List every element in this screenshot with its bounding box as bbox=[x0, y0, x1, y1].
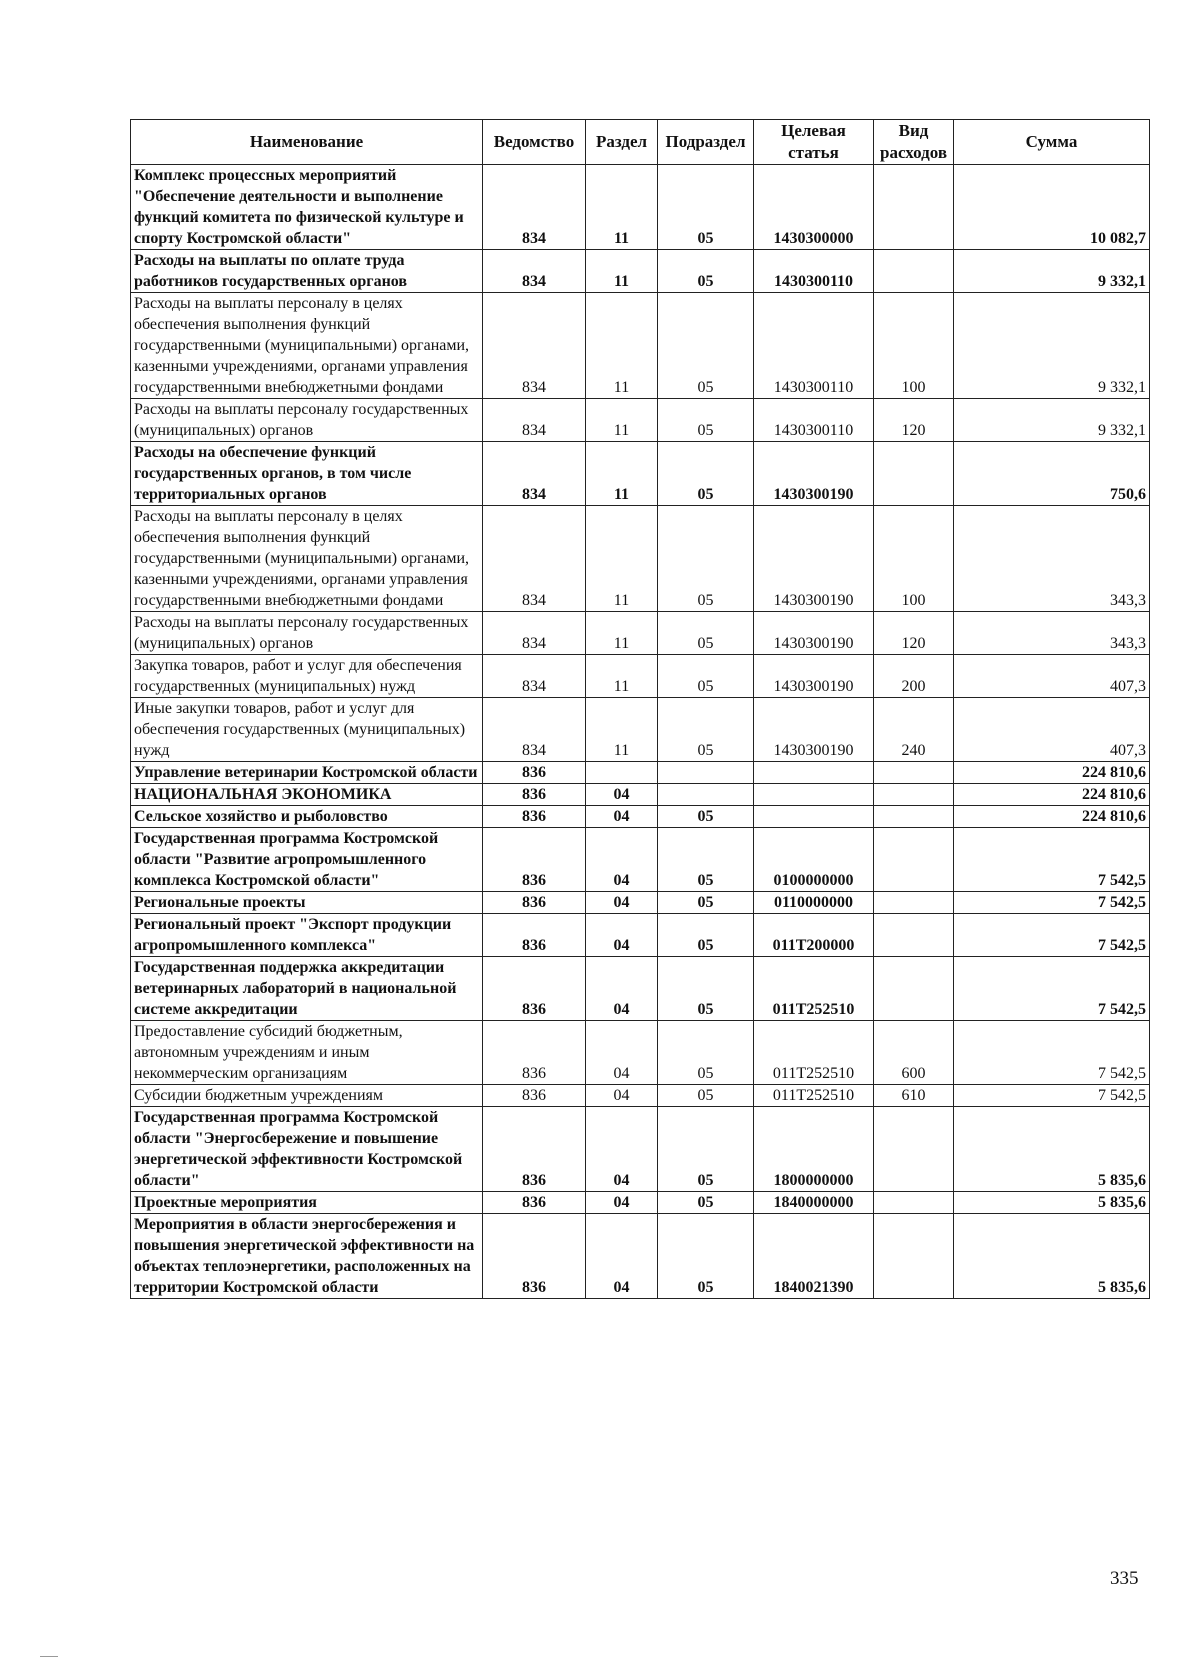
cell-sum: 9 332,1 bbox=[954, 399, 1150, 442]
cell-department: 836 bbox=[483, 1107, 586, 1192]
cell-sum: 750,6 bbox=[954, 442, 1150, 506]
table-row bbox=[131, 698, 1150, 762]
cell-subsection: 05 bbox=[658, 655, 754, 698]
table-row bbox=[131, 828, 1150, 892]
cell-department: 836 bbox=[483, 1021, 586, 1085]
cell-target bbox=[754, 784, 874, 806]
cell-expense-type bbox=[874, 762, 954, 784]
cell-target: 0100000000 bbox=[754, 828, 874, 892]
table-row bbox=[131, 957, 1150, 1021]
cell-expense-type bbox=[874, 1107, 954, 1192]
table-row bbox=[131, 1021, 1150, 1085]
cell-name: Мероприятия в области энергосбережения и повышения энергетической эффективности на объектах теплоэнергетики, расположенных на территории Костромской области bbox=[131, 1214, 483, 1299]
cell-department: 836 bbox=[483, 784, 586, 806]
cell-sum: 7 542,5 bbox=[954, 892, 1150, 914]
cell-sum: 343,3 bbox=[954, 612, 1150, 655]
header-section: Раздел bbox=[586, 120, 658, 165]
cell-department: 836 bbox=[483, 1192, 586, 1214]
cell-expense-type bbox=[874, 892, 954, 914]
cell-sum: 224 810,6 bbox=[954, 762, 1150, 784]
cell-target: 011Т252510 bbox=[754, 1085, 874, 1107]
cell-name: НАЦИОНАЛЬНАЯ ЭКОНОМИКА bbox=[131, 784, 483, 806]
cell-name: Региональный проект "Экспорт продукции агропромышленного комплекса" bbox=[131, 914, 483, 957]
cell-expense-type bbox=[874, 957, 954, 1021]
cell-department: 834 bbox=[483, 293, 586, 399]
cell-department: 834 bbox=[483, 399, 586, 442]
cell-expense-type: 600 bbox=[874, 1021, 954, 1085]
cell-sum: 407,3 bbox=[954, 655, 1150, 698]
header-name: Наименование bbox=[131, 120, 483, 165]
cell-expense-type bbox=[874, 784, 954, 806]
cell-section: 11 bbox=[586, 698, 658, 762]
cell-department: 834 bbox=[483, 250, 586, 293]
cell-expense-type bbox=[874, 828, 954, 892]
cell-section: 11 bbox=[586, 655, 658, 698]
cell-target: 1840000000 bbox=[754, 1192, 874, 1214]
table-row bbox=[131, 1107, 1150, 1192]
cell-section: 04 bbox=[586, 1107, 658, 1192]
table-row bbox=[131, 1214, 1150, 1299]
cell-sum: 5 835,6 bbox=[954, 1192, 1150, 1214]
cell-subsection: 05 bbox=[658, 1021, 754, 1085]
cell-section: 11 bbox=[586, 442, 658, 506]
table-row bbox=[131, 165, 1150, 250]
table-row bbox=[131, 612, 1150, 655]
cell-name: Государственная поддержка аккредитации ветеринарных лабораторий в национальной системе аккредитации bbox=[131, 957, 483, 1021]
cell-sum: 343,3 bbox=[954, 506, 1150, 612]
table-row bbox=[131, 655, 1150, 698]
cell-target: 011Т252510 bbox=[754, 1021, 874, 1085]
cell-target: 1800000000 bbox=[754, 1107, 874, 1192]
header-expense-type: Вид расходов bbox=[874, 120, 954, 165]
cell-subsection: 05 bbox=[658, 957, 754, 1021]
cell-subsection: 05 bbox=[658, 698, 754, 762]
cell-subsection: 05 bbox=[658, 399, 754, 442]
table-row bbox=[131, 784, 1150, 806]
header-row bbox=[131, 120, 1150, 165]
cell-target: 1430300110 bbox=[754, 293, 874, 399]
cell-sum: 7 542,5 bbox=[954, 1021, 1150, 1085]
cell-subsection: 05 bbox=[658, 612, 754, 655]
header-subsection: Подраздел bbox=[658, 120, 754, 165]
table-row bbox=[131, 250, 1150, 293]
cell-section: 04 bbox=[586, 784, 658, 806]
cell-sum: 7 542,5 bbox=[954, 828, 1150, 892]
header-sum: Сумма bbox=[954, 120, 1150, 165]
cell-section: 04 bbox=[586, 828, 658, 892]
cell-department: 836 bbox=[483, 1214, 586, 1299]
cell-sum: 10 082,7 bbox=[954, 165, 1150, 250]
cell-section: 11 bbox=[586, 506, 658, 612]
cell-sum: 7 542,5 bbox=[954, 914, 1150, 957]
cell-subsection bbox=[658, 784, 754, 806]
table-row bbox=[131, 506, 1150, 612]
cell-target: 1840021390 bbox=[754, 1214, 874, 1299]
cell-sum: 5 835,6 bbox=[954, 1214, 1150, 1299]
cell-department: 836 bbox=[483, 828, 586, 892]
cell-expense-type: 120 bbox=[874, 399, 954, 442]
cell-department: 836 bbox=[483, 1085, 586, 1107]
cell-subsection: 05 bbox=[658, 1192, 754, 1214]
cell-section: 11 bbox=[586, 293, 658, 399]
cell-section: 11 bbox=[586, 250, 658, 293]
cell-subsection: 05 bbox=[658, 506, 754, 612]
cell-subsection: 05 bbox=[658, 892, 754, 914]
cell-target bbox=[754, 806, 874, 828]
cell-name: Закупка товаров, работ и услуг для обеспечения государственных (муниципальных) нужд bbox=[131, 655, 483, 698]
cell-expense-type bbox=[874, 165, 954, 250]
cell-target: 1430300190 bbox=[754, 506, 874, 612]
cell-target: 011Т252510 bbox=[754, 957, 874, 1021]
cell-target: 0110000000 bbox=[754, 892, 874, 914]
header-target: Целевая статья bbox=[754, 120, 874, 165]
cell-expense-type: 120 bbox=[874, 612, 954, 655]
cell-name: Комплекс процессных мероприятий "Обеспечение деятельности и выполнение функций комитета по физической культуре и спорту Костромской области" bbox=[131, 165, 483, 250]
cell-target: 1430300110 bbox=[754, 250, 874, 293]
cell-sum: 9 332,1 bbox=[954, 293, 1150, 399]
cell-department: 836 bbox=[483, 892, 586, 914]
cell-target: 1430300110 bbox=[754, 399, 874, 442]
cell-target: 011Т200000 bbox=[754, 914, 874, 957]
cell-target: 1430300190 bbox=[754, 612, 874, 655]
cell-section: 04 bbox=[586, 1021, 658, 1085]
header-department: Ведомство bbox=[483, 120, 586, 165]
cell-target bbox=[754, 762, 874, 784]
cell-name: Расходы на обеспечение функций государственных органов, в том числе территориальных органов bbox=[131, 442, 483, 506]
cell-sum: 7 542,5 bbox=[954, 957, 1150, 1021]
cell-subsection: 05 bbox=[658, 293, 754, 399]
cell-expense-type bbox=[874, 1192, 954, 1214]
cell-expense-type: 200 bbox=[874, 655, 954, 698]
cell-section: 11 bbox=[586, 399, 658, 442]
cell-name: Субсидии бюджетным учреждениям bbox=[131, 1085, 483, 1107]
cell-section: 04 bbox=[586, 1192, 658, 1214]
cell-name: Расходы на выплаты персоналу в целях обеспечения выполнения функций государственными (муниципальными) органами, казенными учреждениями, органами управления государственными внебюджетными фондами bbox=[131, 293, 483, 399]
cell-section bbox=[586, 762, 658, 784]
cell-subsection: 05 bbox=[658, 250, 754, 293]
table-row bbox=[131, 806, 1150, 828]
cell-name: Предоставление субсидий бюджетным, автономным учреждениям и иным некоммерческим организациям bbox=[131, 1021, 483, 1085]
cell-department: 834 bbox=[483, 612, 586, 655]
cell-section: 04 bbox=[586, 892, 658, 914]
table-row bbox=[131, 914, 1150, 957]
scan-edge-mark bbox=[40, 1656, 58, 1657]
budget-table bbox=[130, 119, 1150, 1299]
page-number: 335 bbox=[1110, 1568, 1139, 1589]
table-row bbox=[131, 1192, 1150, 1214]
cell-section: 04 bbox=[586, 914, 658, 957]
cell-department: 836 bbox=[483, 762, 586, 784]
cell-section: 04 bbox=[586, 806, 658, 828]
cell-section: 11 bbox=[586, 612, 658, 655]
cell-subsection: 05 bbox=[658, 806, 754, 828]
cell-expense-type bbox=[874, 442, 954, 506]
cell-expense-type: 100 bbox=[874, 506, 954, 612]
cell-sum: 407,3 bbox=[954, 698, 1150, 762]
cell-department: 834 bbox=[483, 442, 586, 506]
cell-name: Расходы на выплаты персоналу государственных (муниципальных) органов bbox=[131, 612, 483, 655]
cell-sum: 224 810,6 bbox=[954, 806, 1150, 828]
cell-name: Государственная программа Костромской области "Развитие агропромышленного комплекса Костромской области" bbox=[131, 828, 483, 892]
cell-name: Государственная программа Костромской области "Энергосбережение и повышение энергетической эффективности Костромской области" bbox=[131, 1107, 483, 1192]
table-row bbox=[131, 762, 1150, 784]
table-row bbox=[131, 892, 1150, 914]
cell-sum: 7 542,5 bbox=[954, 1085, 1150, 1107]
cell-subsection: 05 bbox=[658, 914, 754, 957]
cell-sum: 5 835,6 bbox=[954, 1107, 1150, 1192]
cell-subsection: 05 bbox=[658, 1214, 754, 1299]
table-body bbox=[131, 165, 1150, 1299]
cell-name: Расходы на выплаты персоналу в целях обеспечения выполнения функций государственными (муниципальными) органами, казенными учреждениями, органами управления государственными внебюджетными фондами bbox=[131, 506, 483, 612]
cell-target: 1430300190 bbox=[754, 655, 874, 698]
table-row bbox=[131, 399, 1150, 442]
cell-sum: 224 810,6 bbox=[954, 784, 1150, 806]
cell-name: Расходы на выплаты по оплате труда работников государственных органов bbox=[131, 250, 483, 293]
cell-department: 836 bbox=[483, 806, 586, 828]
cell-department: 836 bbox=[483, 957, 586, 1021]
cell-department: 834 bbox=[483, 165, 586, 250]
table-row bbox=[131, 293, 1150, 399]
cell-name: Иные закупки товаров, работ и услуг для обеспечения государственных (муниципальных) нужд bbox=[131, 698, 483, 762]
cell-name: Проектные мероприятия bbox=[131, 1192, 483, 1214]
cell-section: 04 bbox=[586, 1085, 658, 1107]
cell-subsection: 05 bbox=[658, 1107, 754, 1192]
cell-subsection: 05 bbox=[658, 165, 754, 250]
cell-department: 834 bbox=[483, 655, 586, 698]
cell-expense-type: 240 bbox=[874, 698, 954, 762]
cell-sum: 9 332,1 bbox=[954, 250, 1150, 293]
cell-target: 1430300190 bbox=[754, 442, 874, 506]
cell-subsection: 05 bbox=[658, 828, 754, 892]
cell-target: 1430300000 bbox=[754, 165, 874, 250]
cell-department: 834 bbox=[483, 506, 586, 612]
table-row bbox=[131, 1085, 1150, 1107]
cell-section: 04 bbox=[586, 1214, 658, 1299]
cell-department: 834 bbox=[483, 698, 586, 762]
cell-subsection: 05 bbox=[658, 1085, 754, 1107]
cell-name: Региональные проекты bbox=[131, 892, 483, 914]
cell-section: 11 bbox=[586, 165, 658, 250]
cell-name: Сельское хозяйство и рыболовство bbox=[131, 806, 483, 828]
cell-department: 836 bbox=[483, 914, 586, 957]
cell-subsection bbox=[658, 762, 754, 784]
cell-expense-type: 100 bbox=[874, 293, 954, 399]
cell-target: 1430300190 bbox=[754, 698, 874, 762]
cell-subsection: 05 bbox=[658, 442, 754, 506]
table-row bbox=[131, 442, 1150, 506]
cell-name: Расходы на выплаты персоналу государственных (муниципальных) органов bbox=[131, 399, 483, 442]
cell-section: 04 bbox=[586, 957, 658, 1021]
cell-expense-type bbox=[874, 914, 954, 957]
cell-expense-type bbox=[874, 806, 954, 828]
cell-expense-type bbox=[874, 250, 954, 293]
cell-expense-type bbox=[874, 1214, 954, 1299]
cell-expense-type: 610 bbox=[874, 1085, 954, 1107]
cell-name: Управление ветеринарии Костромской области bbox=[131, 762, 483, 784]
